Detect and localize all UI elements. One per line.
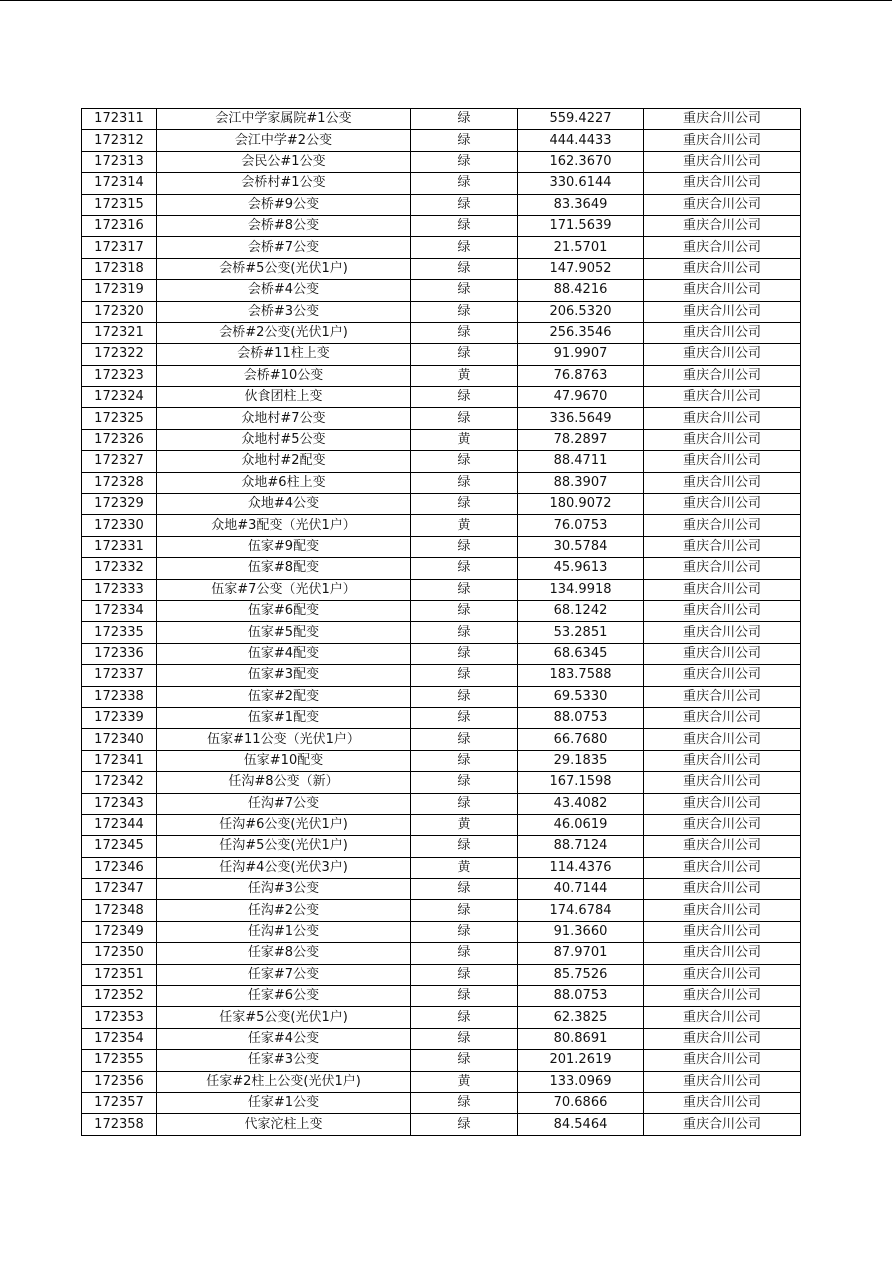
row-id-cell: 172322 bbox=[82, 344, 157, 365]
company-cell: 重庆合川公司 bbox=[644, 109, 801, 130]
company-cell: 重庆合川公司 bbox=[644, 558, 801, 579]
status-color-cell: 黄 bbox=[411, 1071, 518, 1092]
value-cell: 201.2619 bbox=[518, 1050, 644, 1071]
row-id-cell: 172318 bbox=[82, 258, 157, 279]
table-row bbox=[82, 494, 801, 515]
row-id-cell: 172325 bbox=[82, 408, 157, 429]
table-row bbox=[82, 173, 801, 194]
transformer-name-cell: 伍家#2配变 bbox=[157, 686, 411, 707]
company-cell: 重庆合川公司 bbox=[644, 793, 801, 814]
status-color-cell: 黄 bbox=[411, 515, 518, 536]
transformer-name-cell: 任家#6公变 bbox=[157, 986, 411, 1007]
status-color-cell: 绿 bbox=[411, 900, 518, 921]
table-row bbox=[82, 622, 801, 643]
row-id-cell: 172326 bbox=[82, 429, 157, 450]
transformer-name-cell: 伍家#6配变 bbox=[157, 600, 411, 621]
row-id-cell: 172344 bbox=[82, 814, 157, 835]
status-color-cell: 黄 bbox=[411, 814, 518, 835]
table-row bbox=[82, 194, 801, 215]
transformer-name-cell: 会桥#5公变(光伏1户) bbox=[157, 258, 411, 279]
row-id-cell: 172313 bbox=[82, 151, 157, 172]
transformer-name-cell: 众地#3配变（光伏1户） bbox=[157, 515, 411, 536]
company-cell: 重庆合川公司 bbox=[644, 173, 801, 194]
company-cell: 重庆合川公司 bbox=[644, 964, 801, 985]
status-color-cell: 绿 bbox=[411, 494, 518, 515]
status-color-cell: 绿 bbox=[411, 258, 518, 279]
company-cell: 重庆合川公司 bbox=[644, 879, 801, 900]
company-cell: 重庆合川公司 bbox=[644, 686, 801, 707]
row-id-cell: 172354 bbox=[82, 1028, 157, 1049]
value-cell: 133.0969 bbox=[518, 1071, 644, 1092]
transformer-name-cell: 任家#8公变 bbox=[157, 943, 411, 964]
transformer-name-cell: 任家#7公变 bbox=[157, 964, 411, 985]
status-color-cell: 绿 bbox=[411, 130, 518, 151]
transformer-name-cell: 任沟#2公变 bbox=[157, 900, 411, 921]
company-cell: 重庆合川公司 bbox=[644, 151, 801, 172]
table-body bbox=[82, 109, 801, 1136]
status-color-cell: 绿 bbox=[411, 686, 518, 707]
status-color-cell: 绿 bbox=[411, 836, 518, 857]
company-cell: 重庆合川公司 bbox=[644, 536, 801, 557]
transformer-name-cell: 任沟#4公变(光伏3户) bbox=[157, 857, 411, 878]
transformer-name-cell: 伍家#11公变（光伏1户） bbox=[157, 729, 411, 750]
table-row bbox=[82, 558, 801, 579]
table-row bbox=[82, 322, 801, 343]
status-color-cell: 黄 bbox=[411, 365, 518, 386]
table-row bbox=[82, 472, 801, 493]
row-id-cell: 172336 bbox=[82, 643, 157, 664]
transformer-name-cell: 众地#6柱上变 bbox=[157, 472, 411, 493]
status-color-cell: 绿 bbox=[411, 622, 518, 643]
table-row bbox=[82, 964, 801, 985]
table-row bbox=[82, 536, 801, 557]
table-row bbox=[82, 130, 801, 151]
company-cell: 重庆合川公司 bbox=[644, 707, 801, 728]
company-cell: 重庆合川公司 bbox=[644, 215, 801, 236]
transformer-name-cell: 任沟#6公变(光伏1户) bbox=[157, 814, 411, 835]
value-cell: 162.3670 bbox=[518, 151, 644, 172]
table-row bbox=[82, 600, 801, 621]
company-cell: 重庆合川公司 bbox=[644, 515, 801, 536]
value-cell: 69.5330 bbox=[518, 686, 644, 707]
value-cell: 66.7680 bbox=[518, 729, 644, 750]
table-row bbox=[82, 408, 801, 429]
value-cell: 83.3649 bbox=[518, 194, 644, 215]
company-cell: 重庆合川公司 bbox=[644, 750, 801, 771]
transformer-name-cell: 会桥#4公变 bbox=[157, 280, 411, 301]
status-color-cell: 绿 bbox=[411, 1028, 518, 1049]
status-color-cell: 绿 bbox=[411, 408, 518, 429]
transformer-name-cell: 众地村#7公变 bbox=[157, 408, 411, 429]
value-cell: 46.0619 bbox=[518, 814, 644, 835]
table-row bbox=[82, 515, 801, 536]
value-cell: 76.0753 bbox=[518, 515, 644, 536]
row-id-cell: 172323 bbox=[82, 365, 157, 386]
transformer-name-cell: 任沟#8公变（新） bbox=[157, 772, 411, 793]
company-cell: 重庆合川公司 bbox=[644, 1114, 801, 1135]
row-id-cell: 172324 bbox=[82, 387, 157, 408]
company-cell: 重庆合川公司 bbox=[644, 600, 801, 621]
value-cell: 88.4216 bbox=[518, 280, 644, 301]
transformer-name-cell: 会桥#10公变 bbox=[157, 365, 411, 386]
company-cell: 重庆合川公司 bbox=[644, 943, 801, 964]
company-cell: 重庆合川公司 bbox=[644, 1050, 801, 1071]
status-color-cell: 绿 bbox=[411, 943, 518, 964]
value-cell: 91.9907 bbox=[518, 344, 644, 365]
status-color-cell: 绿 bbox=[411, 600, 518, 621]
table-row bbox=[82, 793, 801, 814]
transformer-name-cell: 伍家#9配变 bbox=[157, 536, 411, 557]
company-cell: 重庆合川公司 bbox=[644, 729, 801, 750]
row-id-cell: 172355 bbox=[82, 1050, 157, 1071]
row-id-cell: 172349 bbox=[82, 921, 157, 942]
row-id-cell: 172343 bbox=[82, 793, 157, 814]
value-cell: 180.9072 bbox=[518, 494, 644, 515]
table-row bbox=[82, 986, 801, 1007]
value-cell: 171.5639 bbox=[518, 215, 644, 236]
status-color-cell: 绿 bbox=[411, 643, 518, 664]
table-row bbox=[82, 1092, 801, 1113]
table-row bbox=[82, 579, 801, 600]
company-cell: 重庆合川公司 bbox=[644, 280, 801, 301]
row-id-cell: 172353 bbox=[82, 1007, 157, 1028]
transformer-name-cell: 任沟#5公变(光伏1户) bbox=[157, 836, 411, 857]
transformer-name-cell: 会桥村#1公变 bbox=[157, 173, 411, 194]
company-cell: 重庆合川公司 bbox=[644, 408, 801, 429]
transformer-name-cell: 会桥#11柱上变 bbox=[157, 344, 411, 365]
row-id-cell: 172357 bbox=[82, 1092, 157, 1113]
row-id-cell: 172319 bbox=[82, 280, 157, 301]
company-cell: 重庆合川公司 bbox=[644, 258, 801, 279]
status-color-cell: 绿 bbox=[411, 322, 518, 343]
table-row bbox=[82, 151, 801, 172]
value-cell: 559.4227 bbox=[518, 109, 644, 130]
company-cell: 重庆合川公司 bbox=[644, 237, 801, 258]
table-row bbox=[82, 921, 801, 942]
status-color-cell: 绿 bbox=[411, 665, 518, 686]
value-cell: 85.7526 bbox=[518, 964, 644, 985]
row-id-cell: 172315 bbox=[82, 194, 157, 215]
status-color-cell: 绿 bbox=[411, 1007, 518, 1028]
table-row bbox=[82, 451, 801, 472]
value-cell: 78.2897 bbox=[518, 429, 644, 450]
status-color-cell: 绿 bbox=[411, 151, 518, 172]
status-color-cell: 绿 bbox=[411, 109, 518, 130]
company-cell: 重庆合川公司 bbox=[644, 1007, 801, 1028]
company-cell: 重庆合川公司 bbox=[644, 665, 801, 686]
value-cell: 76.8763 bbox=[518, 365, 644, 386]
status-color-cell: 绿 bbox=[411, 772, 518, 793]
row-id-cell: 172328 bbox=[82, 472, 157, 493]
value-cell: 88.0753 bbox=[518, 986, 644, 1007]
status-color-cell: 绿 bbox=[411, 280, 518, 301]
row-id-cell: 172314 bbox=[82, 173, 157, 194]
company-cell: 重庆合川公司 bbox=[644, 836, 801, 857]
status-color-cell: 黄 bbox=[411, 857, 518, 878]
table-row bbox=[82, 258, 801, 279]
value-cell: 88.7124 bbox=[518, 836, 644, 857]
status-color-cell: 绿 bbox=[411, 301, 518, 322]
transformer-name-cell: 代家沱柱上变 bbox=[157, 1114, 411, 1135]
value-cell: 47.9670 bbox=[518, 387, 644, 408]
transformer-name-cell: 伙食团柱上变 bbox=[157, 387, 411, 408]
table-row bbox=[82, 237, 801, 258]
transformer-name-cell: 任沟#1公变 bbox=[157, 921, 411, 942]
row-id-cell: 172316 bbox=[82, 215, 157, 236]
company-cell: 重庆合川公司 bbox=[644, 494, 801, 515]
status-color-cell: 绿 bbox=[411, 1050, 518, 1071]
value-cell: 147.9052 bbox=[518, 258, 644, 279]
row-id-cell: 172330 bbox=[82, 515, 157, 536]
row-id-cell: 172331 bbox=[82, 536, 157, 557]
status-color-cell: 绿 bbox=[411, 451, 518, 472]
row-id-cell: 172333 bbox=[82, 579, 157, 600]
company-cell: 重庆合川公司 bbox=[644, 643, 801, 664]
row-id-cell: 172338 bbox=[82, 686, 157, 707]
row-id-cell: 172329 bbox=[82, 494, 157, 515]
status-color-cell: 绿 bbox=[411, 579, 518, 600]
table-row bbox=[82, 365, 801, 386]
row-id-cell: 172339 bbox=[82, 707, 157, 728]
company-cell: 重庆合川公司 bbox=[644, 921, 801, 942]
row-id-cell: 172346 bbox=[82, 857, 157, 878]
table-row bbox=[82, 643, 801, 664]
value-cell: 336.5649 bbox=[518, 408, 644, 429]
value-cell: 87.9701 bbox=[518, 943, 644, 964]
table-row bbox=[82, 1050, 801, 1071]
transformer-name-cell: 众地#4公变 bbox=[157, 494, 411, 515]
company-cell: 重庆合川公司 bbox=[644, 365, 801, 386]
value-cell: 45.9613 bbox=[518, 558, 644, 579]
company-cell: 重庆合川公司 bbox=[644, 986, 801, 1007]
row-id-cell: 172356 bbox=[82, 1071, 157, 1092]
status-color-cell: 绿 bbox=[411, 707, 518, 728]
transformer-name-cell: 会桥#9公变 bbox=[157, 194, 411, 215]
transformer-name-cell: 会民公#1公变 bbox=[157, 151, 411, 172]
status-color-cell: 绿 bbox=[411, 173, 518, 194]
table-row bbox=[82, 943, 801, 964]
table-row bbox=[82, 665, 801, 686]
status-color-cell: 绿 bbox=[411, 558, 518, 579]
row-id-cell: 172320 bbox=[82, 301, 157, 322]
status-color-cell: 绿 bbox=[411, 387, 518, 408]
company-cell: 重庆合川公司 bbox=[644, 579, 801, 600]
table-row bbox=[82, 857, 801, 878]
value-cell: 444.4433 bbox=[518, 130, 644, 151]
value-cell: 174.6784 bbox=[518, 900, 644, 921]
row-id-cell: 172350 bbox=[82, 943, 157, 964]
status-color-cell: 绿 bbox=[411, 194, 518, 215]
company-cell: 重庆合川公司 bbox=[644, 772, 801, 793]
transformer-table bbox=[81, 108, 801, 1136]
status-color-cell: 绿 bbox=[411, 921, 518, 942]
transformer-name-cell: 任家#5公变(光伏1户) bbox=[157, 1007, 411, 1028]
value-cell: 134.9918 bbox=[518, 579, 644, 600]
value-cell: 80.8691 bbox=[518, 1028, 644, 1049]
row-id-cell: 172340 bbox=[82, 729, 157, 750]
table-row bbox=[82, 429, 801, 450]
page-top-border bbox=[0, 0, 892, 1]
row-id-cell: 172312 bbox=[82, 130, 157, 151]
transformer-name-cell: 会桥#7公变 bbox=[157, 237, 411, 258]
value-cell: 29.1835 bbox=[518, 750, 644, 771]
company-cell: 重庆合川公司 bbox=[644, 194, 801, 215]
transformer-name-cell: 伍家#8配变 bbox=[157, 558, 411, 579]
table-row bbox=[82, 686, 801, 707]
value-cell: 21.5701 bbox=[518, 237, 644, 258]
company-cell: 重庆合川公司 bbox=[644, 900, 801, 921]
table-row bbox=[82, 301, 801, 322]
value-cell: 91.3660 bbox=[518, 921, 644, 942]
row-id-cell: 172311 bbox=[82, 109, 157, 130]
transformer-name-cell: 伍家#4配变 bbox=[157, 643, 411, 664]
company-cell: 重庆合川公司 bbox=[644, 387, 801, 408]
table-row bbox=[82, 729, 801, 750]
value-cell: 43.4082 bbox=[518, 793, 644, 814]
status-color-cell: 绿 bbox=[411, 536, 518, 557]
row-id-cell: 172358 bbox=[82, 1114, 157, 1135]
value-cell: 206.5320 bbox=[518, 301, 644, 322]
status-color-cell: 绿 bbox=[411, 215, 518, 236]
row-id-cell: 172332 bbox=[82, 558, 157, 579]
status-color-cell: 绿 bbox=[411, 344, 518, 365]
value-cell: 30.5784 bbox=[518, 536, 644, 557]
value-cell: 88.4711 bbox=[518, 451, 644, 472]
table-row bbox=[82, 1028, 801, 1049]
row-id-cell: 172342 bbox=[82, 772, 157, 793]
transformer-name-cell: 伍家#7公变（光伏1户） bbox=[157, 579, 411, 600]
table-row bbox=[82, 387, 801, 408]
status-color-cell: 绿 bbox=[411, 986, 518, 1007]
value-cell: 68.1242 bbox=[518, 600, 644, 621]
row-id-cell: 172335 bbox=[82, 622, 157, 643]
transformer-name-cell: 任家#1公变 bbox=[157, 1092, 411, 1113]
table-row bbox=[82, 900, 801, 921]
table-row bbox=[82, 1114, 801, 1135]
transformer-name-cell: 伍家#3配变 bbox=[157, 665, 411, 686]
company-cell: 重庆合川公司 bbox=[644, 1071, 801, 1092]
status-color-cell: 绿 bbox=[411, 879, 518, 900]
value-cell: 88.0753 bbox=[518, 707, 644, 728]
transformer-name-cell: 会桥#2公变(光伏1户) bbox=[157, 322, 411, 343]
row-id-cell: 172321 bbox=[82, 322, 157, 343]
row-id-cell: 172345 bbox=[82, 836, 157, 857]
row-id-cell: 172327 bbox=[82, 451, 157, 472]
company-cell: 重庆合川公司 bbox=[644, 130, 801, 151]
table-row bbox=[82, 215, 801, 236]
value-cell: 114.4376 bbox=[518, 857, 644, 878]
status-color-cell: 绿 bbox=[411, 237, 518, 258]
value-cell: 40.7144 bbox=[518, 879, 644, 900]
value-cell: 167.1598 bbox=[518, 772, 644, 793]
transformer-name-cell: 任沟#3公变 bbox=[157, 879, 411, 900]
transformer-name-cell: 会江中学#2公变 bbox=[157, 130, 411, 151]
company-cell: 重庆合川公司 bbox=[644, 1028, 801, 1049]
transformer-name-cell: 任沟#7公变 bbox=[157, 793, 411, 814]
row-id-cell: 172334 bbox=[82, 600, 157, 621]
value-cell: 330.6144 bbox=[518, 173, 644, 194]
table-row bbox=[82, 280, 801, 301]
company-cell: 重庆合川公司 bbox=[644, 622, 801, 643]
row-id-cell: 172347 bbox=[82, 879, 157, 900]
status-color-cell: 绿 bbox=[411, 793, 518, 814]
company-cell: 重庆合川公司 bbox=[644, 322, 801, 343]
transformer-name-cell: 任家#4公变 bbox=[157, 1028, 411, 1049]
status-color-cell: 绿 bbox=[411, 750, 518, 771]
table-row bbox=[82, 1071, 801, 1092]
table-row bbox=[82, 814, 801, 835]
status-color-cell: 绿 bbox=[411, 1092, 518, 1113]
value-cell: 88.3907 bbox=[518, 472, 644, 493]
status-color-cell: 黄 bbox=[411, 429, 518, 450]
status-color-cell: 绿 bbox=[411, 729, 518, 750]
row-id-cell: 172351 bbox=[82, 964, 157, 985]
table-row bbox=[82, 109, 801, 130]
table-row bbox=[82, 750, 801, 771]
value-cell: 183.7588 bbox=[518, 665, 644, 686]
table-row bbox=[82, 772, 801, 793]
status-color-cell: 绿 bbox=[411, 472, 518, 493]
row-id-cell: 172348 bbox=[82, 900, 157, 921]
company-cell: 重庆合川公司 bbox=[644, 301, 801, 322]
transformer-name-cell: 任家#3公变 bbox=[157, 1050, 411, 1071]
row-id-cell: 172352 bbox=[82, 986, 157, 1007]
transformer-name-cell: 任家#2柱上公变(光伏1户) bbox=[157, 1071, 411, 1092]
company-cell: 重庆合川公司 bbox=[644, 1092, 801, 1113]
company-cell: 重庆合川公司 bbox=[644, 814, 801, 835]
transformer-name-cell: 会桥#8公变 bbox=[157, 215, 411, 236]
table-row bbox=[82, 344, 801, 365]
value-cell: 68.6345 bbox=[518, 643, 644, 664]
status-color-cell: 绿 bbox=[411, 1114, 518, 1135]
table-row bbox=[82, 836, 801, 857]
value-cell: 53.2851 bbox=[518, 622, 644, 643]
transformer-name-cell: 伍家#5配变 bbox=[157, 622, 411, 643]
value-cell: 70.6866 bbox=[518, 1092, 644, 1113]
company-cell: 重庆合川公司 bbox=[644, 451, 801, 472]
company-cell: 重庆合川公司 bbox=[644, 429, 801, 450]
value-cell: 84.5464 bbox=[518, 1114, 644, 1135]
transformer-name-cell: 会桥#3公变 bbox=[157, 301, 411, 322]
transformer-name-cell: 伍家#1配变 bbox=[157, 707, 411, 728]
company-cell: 重庆合川公司 bbox=[644, 472, 801, 493]
transformer-name-cell: 众地村#2配变 bbox=[157, 451, 411, 472]
value-cell: 256.3546 bbox=[518, 322, 644, 343]
table-row bbox=[82, 707, 801, 728]
row-id-cell: 172337 bbox=[82, 665, 157, 686]
status-color-cell: 绿 bbox=[411, 964, 518, 985]
transformer-name-cell: 众地村#5公变 bbox=[157, 429, 411, 450]
transformer-name-cell: 会江中学家属院#1公变 bbox=[157, 109, 411, 130]
table-row bbox=[82, 879, 801, 900]
company-cell: 重庆合川公司 bbox=[644, 344, 801, 365]
table-row bbox=[82, 1007, 801, 1028]
row-id-cell: 172317 bbox=[82, 237, 157, 258]
row-id-cell: 172341 bbox=[82, 750, 157, 771]
value-cell: 62.3825 bbox=[518, 1007, 644, 1028]
company-cell: 重庆合川公司 bbox=[644, 857, 801, 878]
transformer-name-cell: 伍家#10配变 bbox=[157, 750, 411, 771]
